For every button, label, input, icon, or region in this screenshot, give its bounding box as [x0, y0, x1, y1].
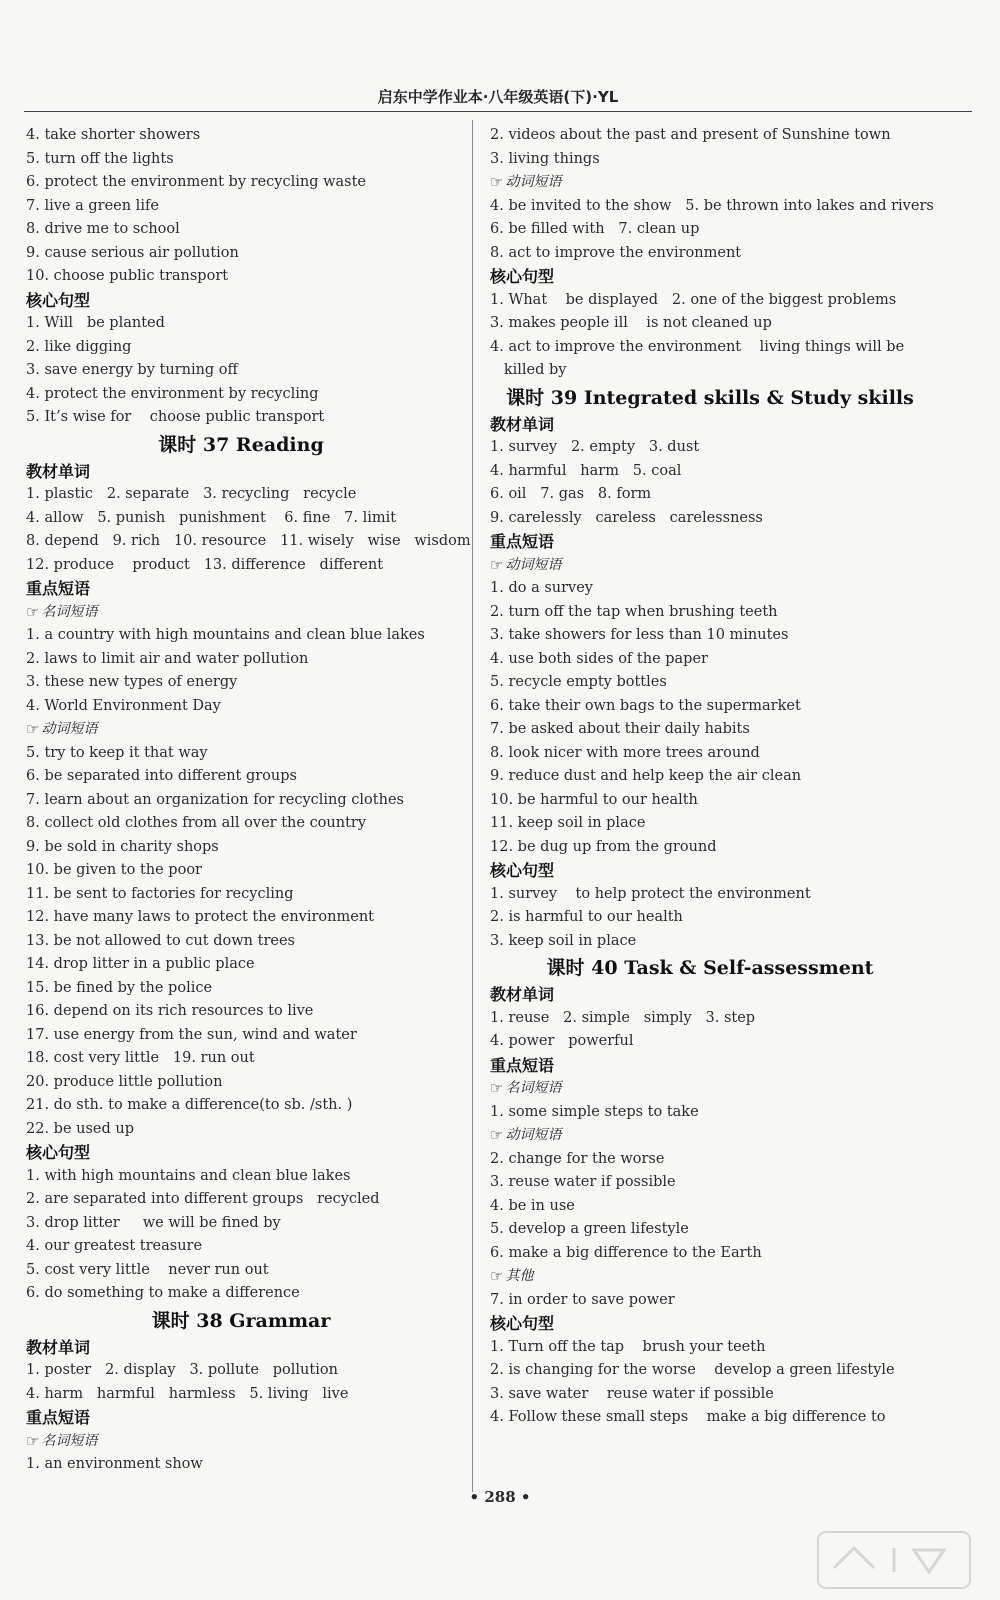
section-heading: 核心句型 [26, 1143, 91, 1162]
subsection-text: 动词短语 [41, 721, 98, 737]
answer-line: 4. take shorter showers [26, 127, 201, 143]
answer-line: 4. World Environment Day [26, 697, 221, 714]
pointing-hand-icon: ☞ [26, 720, 40, 738]
pointing-hand-icon: ☞ [490, 1126, 504, 1144]
answer-line: 1. do a survey [490, 580, 593, 596]
answer-line: 2. turn off the tap when brushing teeth [490, 603, 778, 620]
answer-line: 1. survey to help protect the environment [490, 885, 811, 902]
answer-line: 5. It’s wise for choose public transport [26, 409, 325, 425]
answer-line: 1. survey 2. empty 3. dust [490, 439, 700, 455]
subsection-label [490, 171, 930, 195]
section-heading: 教材单词 [490, 985, 555, 1004]
answer-line: 5. recycle empty bottles [490, 674, 667, 690]
page-header: 启东中学作业本·八年级英语(下)·YL [377, 88, 619, 106]
answer-line: 5. cost very little never run out [26, 1261, 269, 1278]
subsection-text: 名词短语 [41, 603, 98, 620]
answer-line: 16. depend on its rich resources to live [26, 1003, 314, 1019]
answer-line: 3. save water reuse water if possible [490, 1385, 774, 1402]
watermark-logo [814, 1528, 974, 1592]
answer-line: 2. is changing for the worse develop a green lifestyle [490, 1362, 895, 1378]
answer-line: 6. make a big difference to the Earth [490, 1244, 762, 1261]
answer-line: 9. carelessly careless carelessness [490, 509, 763, 526]
answer-line: 1. a country with high mountains and clean blue lakes [26, 627, 425, 643]
answer-line: 1. Turn off the tap brush your teeth [490, 1338, 766, 1355]
answer-line: 4. use both sides of the paper [490, 650, 708, 667]
answer-line: 11. be sent to factories for recycling [26, 885, 294, 902]
answer-line: 1. What be displayed 2. one of the biggest problems [490, 291, 897, 308]
answer-line: 10. be harmful to our health [490, 791, 698, 808]
answer-line: 12. be dug up from the ground [490, 838, 717, 855]
pointing-hand-icon: ☞ [490, 173, 504, 191]
pointing-hand-icon: ☞ [490, 1079, 504, 1097]
subsection-label [490, 554, 930, 578]
answer-line: 8. act to improve the environment [490, 244, 742, 261]
answer-line: 13. be not allowed to cut down trees [26, 932, 295, 949]
section-heading: 核心句型 [490, 267, 555, 286]
answer-line: killed by [490, 362, 567, 378]
subsection-text: 动词短语 [505, 556, 562, 573]
answer-line: 22. be used up [26, 1120, 135, 1137]
answer-line: 2. like digging [26, 338, 132, 355]
subsection-label [26, 1430, 456, 1454]
answer-line: 5. develop a green lifestyle [490, 1221, 689, 1237]
section-heading: 重点短语 [490, 532, 555, 551]
answer-line: 14. drop litter in a public place [26, 956, 255, 972]
answer-line: 9. reduce dust and help keep the air clean [490, 768, 802, 784]
answer-line: 4. power powerful [490, 1033, 634, 1049]
answer-line: 10. choose public transport [26, 268, 229, 284]
answer-line: 3. makes people ill is not cleaned up [490, 315, 772, 331]
answer-line: 5. try to keep it that way [26, 744, 208, 761]
pointing-hand-icon: ☞ [490, 555, 504, 574]
pointing-hand-icon: ☞ [26, 602, 40, 621]
subsection-label [490, 1265, 930, 1289]
answer-line: 3. drop litter we will be fined by [26, 1214, 281, 1231]
subsection-text: 名词短语 [41, 1432, 98, 1449]
answer-line: 2. is harmful to our health [490, 909, 683, 925]
answer-line: 7. in order to save power [490, 1291, 675, 1308]
answer-line: 12. have many laws to protect the environment [26, 909, 374, 925]
answer-line: 1. Will be planted [26, 315, 165, 331]
section-heading: 重点短语 [26, 1408, 91, 1427]
section-heading: 教材单词 [490, 414, 555, 434]
section-heading: 核心句型 [26, 290, 91, 310]
section-heading: 教材单词 [26, 461, 91, 481]
answer-line: 6. be separated into different groups [26, 768, 297, 784]
header-rule [24, 111, 972, 112]
answer-line: 6. do something to make a difference [26, 1285, 300, 1301]
answer-line: 3. save energy by turning off [26, 362, 238, 378]
subsection-label [490, 1124, 930, 1148]
lesson-title: 课时 37 Reading [158, 433, 324, 456]
answer-line: 1. reuse 2. simple simply 3. step [490, 1009, 756, 1026]
answer-line: 8. depend 9. rich 10. resource 11. wisely wise wisdom [26, 533, 471, 549]
answer-line: 7. live a green life [26, 197, 159, 214]
lesson-title: 课时 39 Integrated skills & Study skills [506, 386, 914, 409]
answer-line: 18. cost very little 19. run out [26, 1050, 255, 1066]
section-heading: 核心句型 [490, 1314, 555, 1333]
answer-line: 6. oil 7. gas 8. form [490, 486, 652, 502]
pointing-hand-icon: ☞ [26, 1431, 40, 1450]
answer-line: 2. change for the worse [490, 1150, 665, 1167]
answer-line: 4. allow 5. punish punishment 6. fine 7. limit [26, 509, 397, 526]
answer-line: 7. learn about an organization for recycling clothes [26, 791, 404, 808]
answer-line: 6. protect the environment by recycling waste [26, 174, 366, 190]
lesson-title: 课时 40 Task & Self-assessment [546, 957, 874, 979]
answer-line: 20. produce little pollution [26, 1073, 223, 1090]
answer-line: 4. Follow these small steps make a big difference to [490, 1409, 886, 1425]
answer-line: 1. poster 2. display 3. pollute pollution [26, 1362, 338, 1378]
answer-line: 9. be sold in charity shops [26, 838, 219, 855]
answer-line: 2. laws to limit air and water pollution [26, 650, 309, 667]
answer-line: 4. harmful harm 5. coal [490, 462, 682, 479]
answer-line: 5. turn off the lights [26, 150, 174, 167]
answer-line: 4. act to improve the environment living things will be [490, 338, 905, 355]
answer-line: 10. be given to the poor [26, 862, 202, 878]
section-heading: 重点短语 [490, 1055, 555, 1075]
answer-line: 4. be invited to the show 5. be thrown into lakes and rivers [490, 197, 934, 214]
answer-line: 2. are separated into different groups recycled [26, 1191, 380, 1207]
subsection-label [490, 1077, 930, 1101]
answer-line: 15. be fined by the police [26, 979, 213, 996]
left-column [26, 124, 471, 1477]
right-column [490, 124, 934, 1430]
answer-line: 1. an environment show [26, 1456, 203, 1472]
answer-line: 4. our greatest treasure [26, 1238, 203, 1254]
answer-line: 1. some simple steps to take [490, 1103, 699, 1120]
lesson-title: 课时 38 Grammar [151, 1309, 331, 1332]
subsection-label [26, 718, 456, 742]
subsection-text: 动词短语 [505, 1127, 562, 1143]
section-heading: 重点短语 [26, 579, 91, 598]
answer-line: 3. living things [490, 150, 600, 167]
section-heading: 核心句型 [490, 861, 555, 880]
answer-line: 1. plastic 2. separate 3. recycling recycle [26, 486, 357, 502]
subsection-label [26, 601, 456, 625]
answer-line: 8. drive me to school [26, 221, 180, 237]
answer-line: 4. harm harmful harmless 5. living live [26, 1385, 349, 1402]
section-heading: 教材单词 [26, 1337, 91, 1357]
page-number: • 288 • [469, 1488, 531, 1506]
answer-line: 3. keep soil in place [490, 932, 637, 949]
answer-line: 1. with high mountains and clean blue lakes [26, 1167, 351, 1184]
answer-line: 8. collect old clothes from all over the country [26, 815, 367, 831]
answer-line: 2. videos about the past and present of Sunshine town [490, 127, 891, 143]
subsection-text: 其他 [505, 1268, 534, 1284]
answer-line: 7. be asked about their daily habits [490, 721, 750, 737]
answer-line: 6. be filled with 7. clean up [490, 221, 700, 237]
answer-line: 8. look nicer with more trees around [490, 744, 760, 761]
answer-line: 21. do sth. to make a difference(to sb. /sth. ) [26, 1097, 353, 1113]
answer-line: 4. be in use [490, 1197, 575, 1214]
answer-line: 17. use energy from the sun, wind and water [26, 1026, 357, 1043]
answer-line: 3. these new types of energy [26, 674, 238, 690]
answer-line: 3. reuse water if possible [490, 1174, 676, 1190]
answer-line: 11. keep soil in place [490, 815, 646, 831]
column-divider [472, 120, 473, 1492]
subsection-text: 动词短语 [505, 174, 562, 190]
answer-line: 4. protect the environment by recycling [26, 385, 319, 402]
answer-line: 9. cause serious air pollution [26, 244, 239, 261]
answer-line: 3. take showers for less than 10 minutes [490, 627, 789, 643]
subsection-text: 名词短语 [505, 1080, 562, 1096]
pointing-hand-icon: ☞ [490, 1267, 504, 1285]
answer-line: 12. produce product 13. difference different [26, 556, 384, 573]
answer-line: 6. take their own bags to the supermarket [490, 697, 801, 714]
